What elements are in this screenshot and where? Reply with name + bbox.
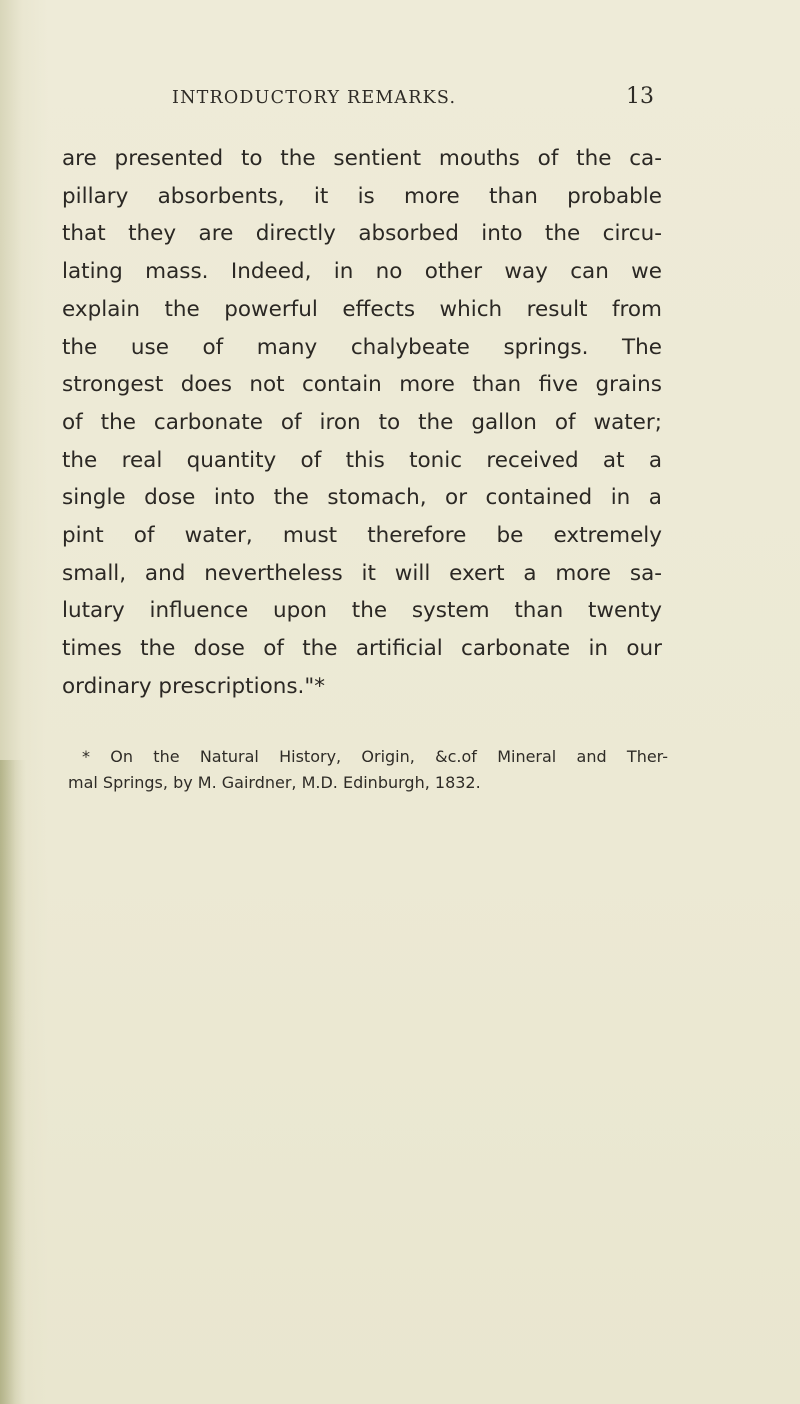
running-title: INTRODUCTORY REMARKS. [172,88,457,108]
body-line: are presented to the sentient mouths of the ca- [62,146,662,171]
running-head [172,84,654,118]
body-line: times the dose of the artificial carbonate in our [62,636,662,662]
body-line: the use of many chalybeate springs. The [62,334,662,360]
body-line: that they are directly absorbed into the circu- [62,221,662,247]
body-line: ordinary prescriptions."* [62,673,326,699]
body-line: small, and nevertheless it will exert a more sa- [62,560,662,586]
footnote-line: * On the Natural History, Origin, &c.of Mineral and Ther- [82,747,668,766]
body-line: of the carbonate of iron to the gallon of water; [62,409,662,435]
body-paragraph [62,140,662,706]
body-line: strongest does not contain more than five grains [62,372,662,398]
body-line: lating mass. Indeed, in no other way can we [62,259,662,285]
footnote [68,744,668,796]
body-line: pillary absorbents, it is more than probable [62,183,662,209]
body-line: the real quantity of this tonic received at a [62,447,662,473]
body-line: lutary influence upon the system than twenty [62,598,662,624]
body-line: explain the powerful effects which result from [62,296,662,322]
page-number: 13 [626,84,654,109]
body-line: single dose into the stomach, or contained in a [62,485,662,511]
spine-shadow [0,760,26,1404]
body-line: pint of water, must therefore be extremely [62,523,662,549]
footnote-line: mal Springs, by M. Gairdner, M.D. Edinburgh, 1832. [68,773,481,792]
